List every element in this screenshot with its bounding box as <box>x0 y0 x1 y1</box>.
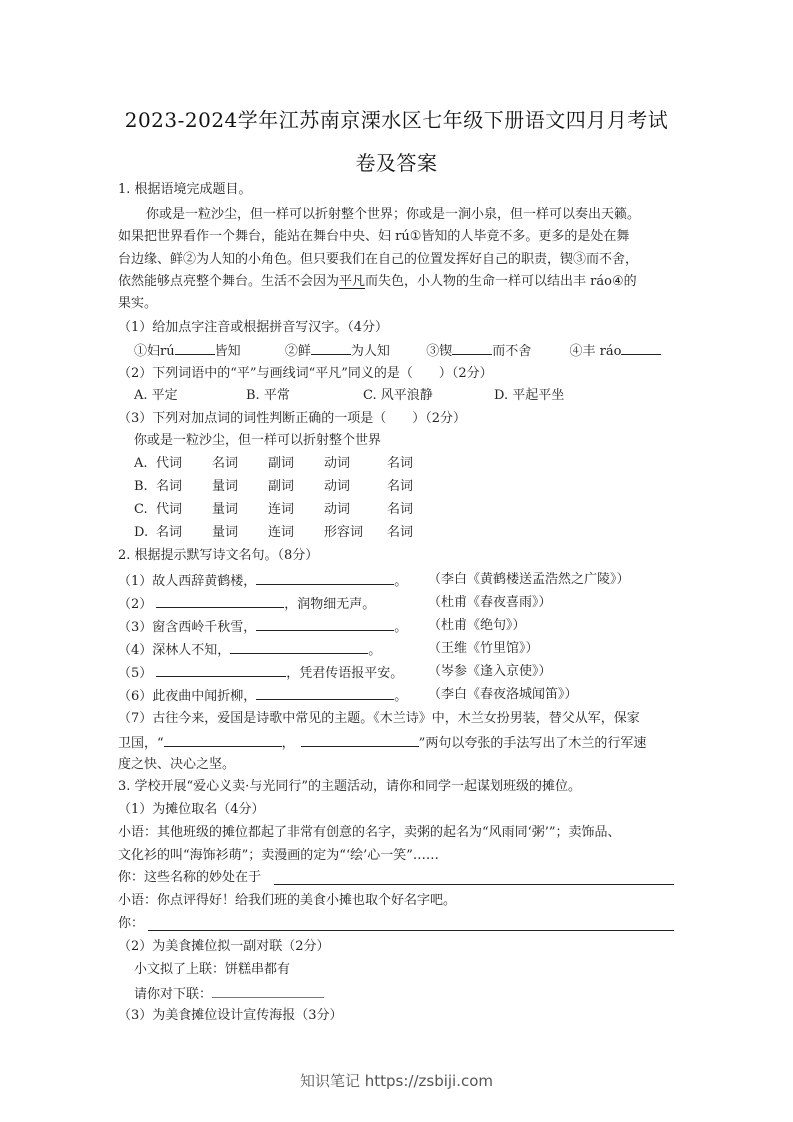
footer-watermark: 知识笔记 https://zsbiji.com <box>299 1072 494 1090</box>
q2-line-7b <box>118 732 646 754</box>
q1-sub3-option-word: 连词 <box>268 502 295 517</box>
q2-answer-7b[interactable] <box>301 732 419 747</box>
q1-sub2-option-b[interactable]: B. 平常 <box>246 388 290 403</box>
sub1-item-4-label: ④丰 ráo <box>569 344 622 359</box>
q1-sub3-option-word: 动词 <box>324 479 351 494</box>
q1-sub3-option-word: 量词 <box>212 525 239 540</box>
q3-answer-line-2[interactable] <box>148 930 674 931</box>
q2-answer-7a[interactable] <box>164 732 282 747</box>
q2-source-3: （杜甫《绝句》） <box>428 618 526 633</box>
sub1-item-1-label: ①妇rú <box>134 344 175 359</box>
q1-sub2-option-c[interactable]: C. 风平浪静 <box>363 388 433 403</box>
q2-answer-6[interactable] <box>256 685 394 700</box>
q2-answer-1[interactable] <box>256 570 394 585</box>
q3-answer-line-1[interactable] <box>274 884 674 885</box>
q2-line-7c: 度之快、决心之坚。 <box>118 757 236 772</box>
q1-sub3-option-word: 形容词 <box>324 525 364 540</box>
q1-sub3-option-letter: A. <box>134 456 148 471</box>
q1-sub3-option-word: 动词 <box>324 456 351 471</box>
q1-sub3-option-word: 副词 <box>268 456 295 471</box>
q1-sub3-option-word: 名词 <box>156 479 183 494</box>
q1-passage-line5: 果实。 <box>118 296 158 311</box>
q1-sub2-option-d[interactable]: D. 平起平坐 <box>494 388 565 403</box>
q2-line-1-pre: 故人西辞黄鹤楼， <box>152 574 257 589</box>
q2-line-3-num: （3） <box>118 620 153 635</box>
sub1-item-1-tail: 皆知 <box>214 344 241 359</box>
sub1-item-2-label: ②鲜 <box>284 344 311 359</box>
q2-line-1-post: 。 <box>394 574 408 589</box>
q3-sub1-prompt: （1）为摊位取名（4分） <box>118 802 265 817</box>
pinyin-blank-4[interactable] <box>621 340 661 355</box>
q2-line-5-post: ，凭君传语报平安。 <box>286 666 404 681</box>
q1-sub3-option-letter: C. <box>134 502 148 517</box>
q2-line-6-pre: 此夜曲中闻折柳， <box>152 689 257 704</box>
q3-dialog-1b: 文化衫的叫“海饰衫萌”；卖漫画的定为“‘绘’心一笑”…… <box>118 848 439 863</box>
q2-line-4-pre: 深林人不知， <box>152 643 231 658</box>
q3-you-1: 你：这些名称的妙处在于 <box>118 870 262 885</box>
q1-sub3-option-word: 名词 <box>387 479 414 494</box>
q2-line-7b-pre: 卫国，“ <box>118 736 164 751</box>
q2-line-3 <box>118 616 407 638</box>
q3-heading: 3. 学校开展“爱心义卖·与光同行”的主题活动，请你和同学一起谋划班级的摊位。 <box>118 779 581 794</box>
q2-line-6-num: （6） <box>118 689 153 704</box>
q3-couplet-up: 小文拟了上联：饼糕串都有 <box>134 962 291 977</box>
q2-source-4: （王维《竹里馆》） <box>428 641 539 656</box>
sub1-item-3-label: ③锲 <box>426 344 453 359</box>
q1-sub3-sentence: 你或是一粒沙尘，但一样可以折射整个世界 <box>134 433 382 448</box>
q2-line-5-num: （5） <box>118 666 153 681</box>
q3-sub2-prompt: （2）为美食摊位拟一副对联（2分） <box>118 939 330 954</box>
q1-sub3-option-word: 副词 <box>268 479 295 494</box>
q2-line-4 <box>118 639 381 661</box>
q1-passage-line3: 台边缘、鲜②为人知的小角色。但只要我们在自己的位置发挥好自己的职责，锲③而不舍， <box>118 252 639 267</box>
q2-line-3-pre: 窗含西岭千秋雪， <box>152 620 257 635</box>
q2-line-6-post: 。 <box>394 689 408 704</box>
q1-sub3-option-word: 名词 <box>156 525 183 540</box>
q2-answer-3[interactable] <box>256 616 394 631</box>
q2-source-1: （李白《黄鹤楼送孟浩然之广陵》） <box>428 572 630 587</box>
q1-passage-line2: 如果把世界看作一个舞台，能站在舞台中央、妇 rú①皆知的人毕竟不多。更多的是处在舞 <box>118 229 630 244</box>
q2-line-2-num: （2） <box>118 597 153 612</box>
q1-sub3-option-word: 名词 <box>387 456 414 471</box>
q2-line-7b-post: ”两句以夸张的手法写出了木兰的行军速 <box>418 736 647 751</box>
q3-couplet-answer[interactable] <box>212 983 324 998</box>
pinyin-blank-1[interactable] <box>175 340 215 355</box>
q1-sub3-option-word: 量词 <box>212 479 239 494</box>
q2-line-4-post: 。 <box>368 643 382 658</box>
q1-passage-line4-text: 依然能够点亮整个舞台。生活不会因为平凡而失色，小人物的生命一样可以结出丰 ráo④的 <box>118 274 637 289</box>
q1-sub3-option-word: 动词 <box>324 502 351 517</box>
q3-couplet-down <box>134 983 324 1005</box>
q1-sub3-option-word: 量词 <box>212 502 239 517</box>
q2-answer-2[interactable] <box>156 593 284 608</box>
q3-dialog-1a: 小语：其他班级的摊位都起了非常有创意的名字，卖粥的起名为“风雨同‘粥’”；卖饰品、 <box>118 825 621 840</box>
q2-line-6 <box>118 685 407 707</box>
q2-line-2 <box>118 593 375 615</box>
q1-sub3-option-word: 名词 <box>387 525 414 540</box>
q1-sub3-option-word: 名词 <box>387 502 414 517</box>
q3-sub3-prompt: （3）为美食摊位设计宣传海报（3分） <box>118 1008 343 1023</box>
q2-line-7a: （7）古往今来，爱国是诗歌中常见的主题。《木兰诗》中，木兰女扮男装，替父从军，保家 <box>118 711 640 726</box>
q2-answer-4[interactable] <box>230 639 368 654</box>
q2-line-2-post: ，润物细无声。 <box>284 597 376 612</box>
q2-source-2: （杜甫《春夜喜雨》） <box>428 595 552 610</box>
q2-heading: 2. 根据提示默写诗文名句。（8分） <box>118 548 319 563</box>
sub1-item-3-tail: 而不舍 <box>492 344 532 359</box>
q1-sub3-option-letter: D. <box>134 525 149 540</box>
exam-title-line2: 卷及答案 <box>355 151 438 175</box>
q1-sub2-option-a[interactable]: A. 平定 <box>134 388 178 403</box>
q2-source-5: （岑参《逢入京使》） <box>428 664 552 679</box>
q2-line-7b-mid: ， <box>281 736 295 751</box>
pinyin-blank-3[interactable] <box>452 340 492 355</box>
q1-sub3-option-word: 代词 <box>156 502 183 517</box>
q1-sub3-option-word: 代词 <box>156 456 183 471</box>
q2-line-1-num: （1） <box>118 574 153 589</box>
q3-dialog-2: 小语：你点评得好！给我们班的美食小摊也取个好名字吧。 <box>118 893 457 908</box>
q2-line-1 <box>118 570 407 592</box>
q2-line-3-post: 。 <box>394 620 408 635</box>
q1-sub1-prompt: （1）给加点字注音或根据拼音写汉字。（4分） <box>118 320 389 335</box>
q1-passage-line1: 你或是一粒沙尘，但一样可以折射整个世界；你或是一涧小泉，但一样可以奏出天籁。 <box>146 207 641 222</box>
q1-sub3-option-letter: B. <box>134 479 148 494</box>
sub1-item-2-tail: 为人知 <box>350 344 390 359</box>
q1-sub1-items <box>134 340 661 362</box>
exam-title-line1: 2023-2024学年江苏南京溧水区七年级下册语文四月月考试 <box>124 108 669 132</box>
q1-sub3-option-word: 连词 <box>268 525 295 540</box>
q1-sub3-prompt: （3）下列对加点词的词性判断正确的一项是（ ）（2分） <box>118 411 467 426</box>
q2-line-4-num: （4） <box>118 643 153 658</box>
q2-line-5 <box>118 662 403 684</box>
q1-sub2-prompt: （2）下列词语中的“平”与画线词“平凡”同义的是（ ）（2分） <box>118 366 493 381</box>
q1-sub3-option-word: 名词 <box>212 456 239 471</box>
q1-heading: 1. 根据语境完成题目。 <box>118 182 252 197</box>
pinyin-blank-2[interactable] <box>311 340 351 355</box>
q3-couplet-down-label: 请你对下联： <box>134 987 213 1002</box>
q2-answer-5[interactable] <box>156 662 286 677</box>
q1-passage-line4 <box>118 272 637 292</box>
q3-you-2: 你： <box>118 916 145 931</box>
q2-source-6: （李白《春夜洛城闻笛》） <box>428 687 578 702</box>
